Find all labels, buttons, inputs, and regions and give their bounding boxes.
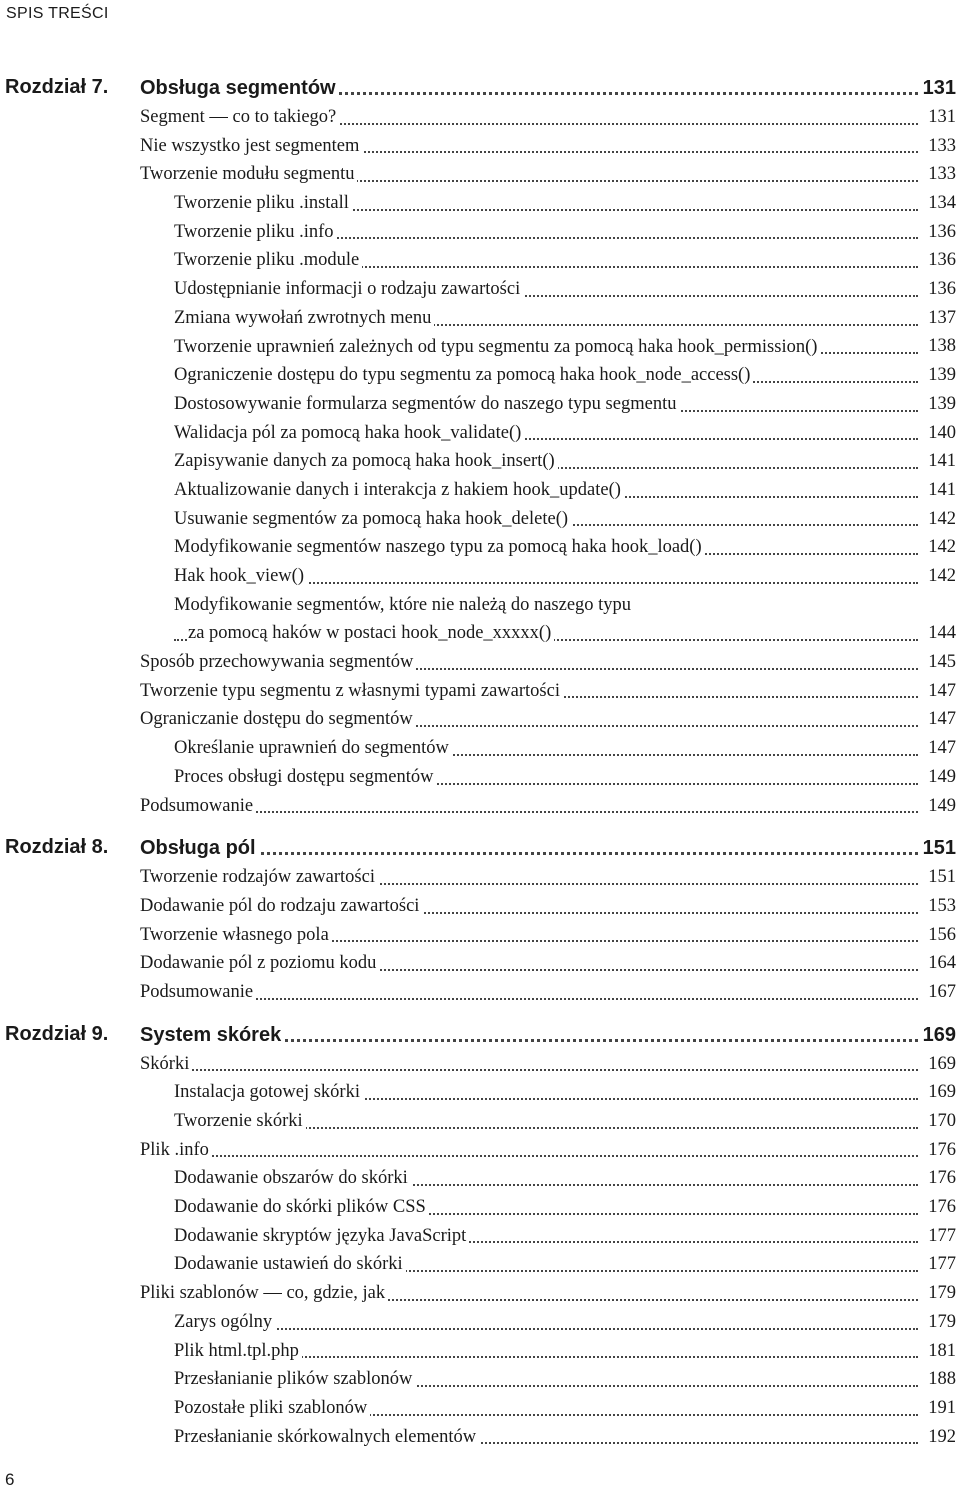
entry-title: Przesłanianie plików szablonów: [174, 1365, 415, 1394]
page-ref: 176: [925, 1136, 956, 1165]
page-ref: 191: [925, 1394, 956, 1423]
entry-title: Tworzenie skórki: [174, 1107, 306, 1136]
page-ref: 139: [925, 361, 956, 390]
toc-entry[interactable]: [140, 978, 960, 1007]
entry-title: Pozostałe pliki szablonów: [174, 1394, 370, 1423]
entry-title: Skórki: [140, 1050, 192, 1079]
page-ref: 170: [925, 1107, 956, 1136]
toc-entry[interactable]: [140, 1136, 960, 1165]
chapter-title-row[interactable]: [140, 1020, 960, 1050]
page-ref: 149: [925, 792, 956, 821]
entry-title-continued: za pomocą haków w postaci hook_node_xxxxx(): [188, 619, 554, 648]
entry-title: Podsumowanie: [140, 792, 256, 821]
toc-entry[interactable]: [140, 863, 960, 892]
page-ref: 133: [925, 132, 956, 161]
page-ref: 176: [925, 1193, 956, 1222]
chapter-label: Rozdział 8.: [5, 836, 109, 859]
toc-entry[interactable]: [140, 792, 960, 821]
toc-entry[interactable]: [174, 361, 960, 390]
page-ref: 151: [925, 863, 956, 892]
page-ref: 134: [925, 189, 956, 218]
entry-title: Podsumowanie: [140, 978, 256, 1007]
entry-title: Dodawanie skryptów języka JavaScript: [174, 1222, 469, 1251]
page-ref: 167: [925, 978, 956, 1007]
entry-title: Tworzenie typu segmentu z własnymi typami zawartości: [140, 677, 563, 706]
page-ref: 138: [925, 332, 956, 361]
toc-entry[interactable]: [140, 160, 960, 189]
toc-entry[interactable]: [174, 246, 960, 275]
running-header: SPIS TREŚCI: [6, 5, 109, 22]
chapter-label: Rozdział 9.: [5, 1022, 109, 1045]
chapter-label: Rozdział 7.: [5, 76, 109, 98]
toc-entry[interactable]: [174, 218, 960, 247]
toc-entry[interactable]: [174, 505, 960, 534]
entry-title: Tworzenie pliku .module: [174, 246, 362, 275]
page-ref: 141: [925, 476, 956, 505]
toc-entry[interactable]: [140, 132, 960, 161]
entry-title: Dodawanie pól do rodzaju zawartości: [140, 892, 422, 921]
dot-leader: [140, 811, 918, 813]
page-ref: 136: [925, 275, 956, 304]
chapter-block: [0, 833, 960, 1006]
toc-entry[interactable]: [174, 1250, 960, 1279]
toc-entry[interactable]: [174, 1222, 960, 1251]
toc-entry[interactable]: [174, 419, 960, 448]
entry-title: Udostępnianie informacji o rodzaju zawartości: [174, 275, 523, 304]
page-ref: 188: [925, 1365, 956, 1394]
page-ref: 151: [920, 833, 956, 863]
page-ref: 169: [925, 1078, 956, 1107]
entry-title: Ograniczenie dostępu do typu segmentu za pomocą haka hook_node_access(): [174, 361, 753, 390]
page-ref: 139: [925, 390, 956, 419]
page-ref: 169: [925, 1050, 956, 1079]
page-ref: 144: [925, 619, 956, 648]
page-ref: 179: [925, 1308, 956, 1337]
page-ref: 142: [925, 562, 956, 591]
page-ref: 147: [925, 734, 956, 763]
page-ref: 176: [925, 1164, 956, 1193]
entry-title: Ograniczanie dostępu do segmentów: [140, 705, 416, 734]
toc-entry[interactable]: [174, 1078, 960, 1107]
page-ref: 192: [925, 1423, 956, 1452]
toc-entry[interactable]: [174, 189, 960, 218]
chapter-title: Obsługa segmentów: [140, 73, 339, 103]
page-ref: 137: [925, 304, 956, 333]
entry-title: Zarys ogólny: [174, 1308, 275, 1337]
entry-title: Hak hook_view(): [174, 562, 307, 591]
toc-entry[interactable]: [174, 476, 960, 505]
page-ref: 149: [925, 763, 956, 792]
page-ref: 142: [925, 533, 956, 562]
toc-entry[interactable]: [174, 1164, 960, 1193]
entry-title: Plik html.tpl.php: [174, 1337, 302, 1366]
entry-title: Segment — co to takiego?: [140, 103, 339, 132]
toc-entry[interactable]: [140, 103, 960, 132]
page-ref: 164: [925, 949, 956, 978]
page-ref: 140: [925, 419, 956, 448]
page-ref: 147: [925, 677, 956, 706]
chapter-block: [0, 1020, 960, 1452]
page-ref: 181: [925, 1337, 956, 1366]
toc-entry[interactable]: [174, 447, 960, 476]
entry-title: Instalacja gotowej skórki: [174, 1078, 363, 1107]
page-ref: 133: [925, 160, 956, 189]
toc-entry[interactable]: [174, 1337, 960, 1366]
chapter-gap: [0, 1007, 960, 1020]
toc-entry[interactable]: [174, 1193, 960, 1222]
entry-title: Dodawanie ustawień do skórki: [174, 1250, 406, 1279]
entry-title: Tworzenie własnego pola: [140, 921, 332, 950]
page-ref: 147: [925, 705, 956, 734]
entry-title: Tworzenie rodzajów zawartości: [140, 863, 378, 892]
dot-leader: [140, 1155, 918, 1157]
dot-leader: [140, 1069, 918, 1071]
toc-entry[interactable]: [174, 591, 960, 648]
entry-title: Tworzenie uprawnień zależnych od typu segmentu za pomocą haka hook_permission(): [174, 333, 820, 362]
chapter-title: Obsługa pól: [140, 833, 259, 863]
toc-entry[interactable]: [174, 333, 960, 362]
dot-leader: [140, 998, 918, 1000]
page-ref: 156: [925, 921, 956, 950]
page-ref: 142: [925, 505, 956, 534]
page-ref: 145: [925, 648, 956, 677]
toc-entry[interactable]: [174, 275, 960, 304]
toc-entry[interactable]: [174, 562, 960, 591]
chapter-block: [0, 73, 960, 820]
entry-title: Modyfikowanie segmentów, które nie należą do naszego typu: [174, 591, 634, 620]
entry-title: Zmiana wywołań zwrotnych menu: [174, 304, 434, 333]
toc-entry[interactable]: [140, 677, 960, 706]
entry-title: Plik .info: [140, 1136, 212, 1165]
toc-entry[interactable]: [174, 304, 960, 333]
page-ref: 169: [920, 1020, 956, 1050]
entry-title: Przesłanianie skórkowalnych elementów: [174, 1423, 479, 1452]
page-ref: 177: [925, 1222, 956, 1251]
chapter-title-row[interactable]: [140, 833, 960, 863]
entry-title: Określanie uprawnień do segmentów: [174, 734, 452, 763]
toc-entry[interactable]: [140, 1050, 960, 1079]
toc-entry[interactable]: [140, 949, 960, 978]
chapter-gap: [0, 820, 960, 833]
toc-entry[interactable]: [140, 648, 960, 677]
toc-entry[interactable]: [174, 390, 960, 419]
toc-entry[interactable]: [174, 1423, 960, 1452]
chapter-title-row[interactable]: [140, 73, 960, 103]
entry-title: Proces obsługi dostępu segmentów: [174, 763, 437, 792]
toc-entry[interactable]: [140, 705, 960, 734]
entry-title: Tworzenie pliku .info: [174, 218, 337, 247]
entry-title: Dostosowywanie formularza segmentów do naszego typu segmentu: [174, 390, 679, 419]
entry-title: Modyfikowanie segmentów naszego typu za pomocą haka hook_load(): [174, 533, 705, 562]
page-ref: 153: [925, 892, 956, 921]
chapter-title: System skórek: [140, 1020, 284, 1050]
page-ref: 131: [925, 103, 956, 132]
page-ref: 141: [925, 447, 956, 476]
page-ref: 177: [925, 1250, 956, 1279]
toc-entry[interactable]: [174, 763, 960, 792]
table-of-contents: [0, 73, 960, 1451]
entry-title: Zapisywanie danych za pomocą haka hook_insert(): [174, 447, 558, 476]
dot-leader: [174, 1328, 918, 1330]
toc-entry[interactable]: [174, 1394, 960, 1423]
page-number: 6: [5, 1470, 15, 1489]
toc-entry[interactable]: [140, 892, 960, 921]
entry-title: Dodawanie do skórki plików CSS: [174, 1193, 429, 1222]
page-ref: 179: [925, 1279, 956, 1308]
entry-title: Walidacja pól za pomocą haka hook_validate(): [174, 419, 524, 448]
page-ref: 136: [925, 246, 956, 275]
entry-title: Dodawanie pól z poziomu kodu: [140, 949, 379, 978]
toc-entry[interactable]: [174, 1365, 960, 1394]
page-ref: 131: [920, 73, 956, 103]
entry-title: Sposób przechowywania segmentów: [140, 648, 416, 677]
toc-entry[interactable]: [140, 1279, 960, 1308]
toc-entry[interactable]: [174, 533, 960, 562]
entry-title: Usuwanie segmentów za pomocą haka hook_delete(): [174, 505, 571, 534]
toc-entry[interactable]: [140, 921, 960, 950]
toc-entry[interactable]: [174, 734, 960, 763]
entry-title: Nie wszystko jest segmentem: [140, 132, 362, 161]
entry-title: Aktualizowanie danych i interakcja z hakiem hook_update(): [174, 476, 624, 505]
toc-entry[interactable]: [174, 1308, 960, 1337]
entry-title: Dodawanie obszarów do skórki: [174, 1164, 411, 1193]
toc-entry[interactable]: [174, 1107, 960, 1136]
entry-title: Tworzenie pliku .install: [174, 189, 352, 218]
entry-title: Tworzenie modułu segmentu: [140, 160, 357, 189]
page-ref: 136: [925, 218, 956, 247]
entry-title: Pliki szablonów — co, gdzie, jak: [140, 1279, 388, 1308]
